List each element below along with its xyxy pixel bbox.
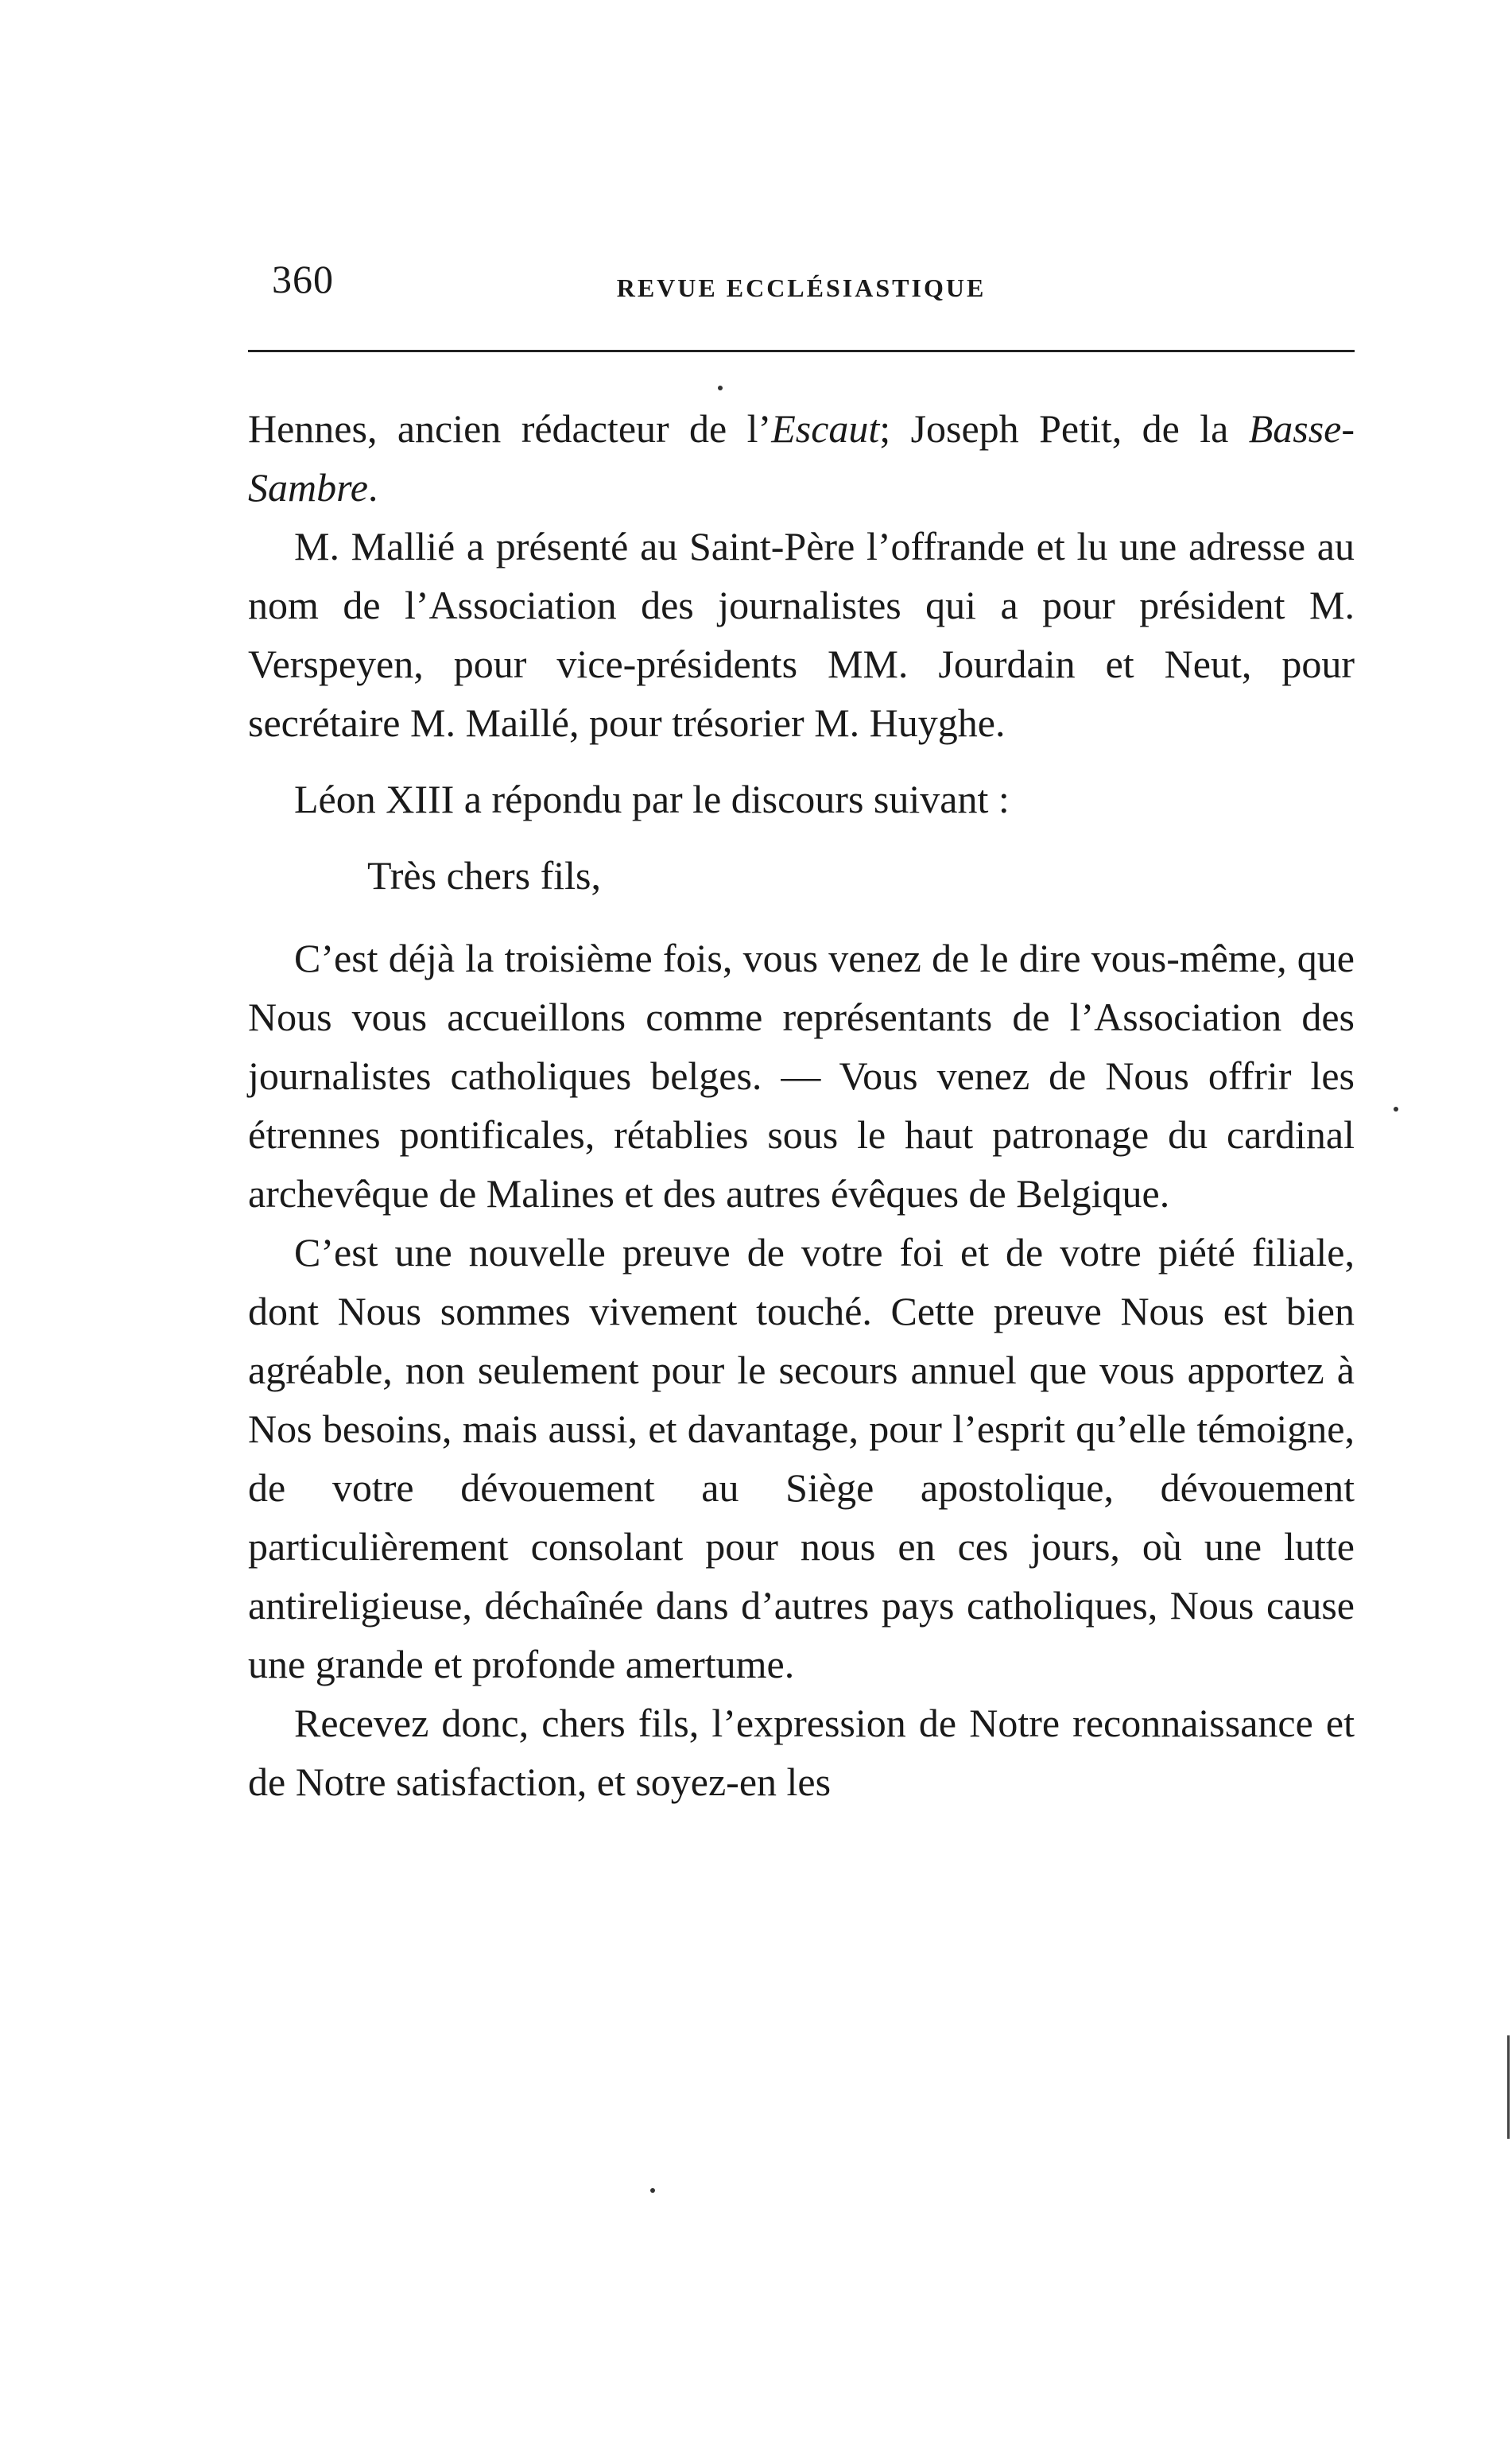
paragraph: M. Mallié a présenté au Saint-Père l’offrande et lu une adresse au nom de l’Association des journalistes qui a pour président M. Verspeyen, pour vice-présidents MM. Jourdain et Neut, pour secrétaire M. Maillé, pour trésorier M. Huyghe. [248,524,1355,745]
paragraph: C’est une nouvelle preuve de votre foi et de votre piété filiale, dont Nous sommes vivement touché. Cette preuve Nous est bien agréable, non seulement pour le secours annuel que vous apportez à Nos besoins, mais aussi, et davantage, pour l’esprit qu’elle témoigne, de votre dévouement au Siège apostolique, dévouement particulièrement consolant pour nous en ces jours, où une lutte antireligieuse, déchaînée dans d’autres pays catholiques, Nous cause une grande et profonde amertume. [248,1230,1355,1686]
running-title: REVUE ECCLÉSIASTIQUE [616,274,987,302]
page-number: 360 [272,257,334,301]
text-run: . [367,465,378,510]
print-speck [718,386,723,390]
newspaper-title: Escaut [771,406,880,451]
page-edge-mark [1507,2035,1510,2139]
paragraph-continuation [248,399,1355,517]
paragraph: Léon XIII a répondu par le discours suivant : [294,777,1010,821]
print-speck [1394,1107,1398,1112]
text-run: Hennes, ancien rédacteur de l’ [248,406,772,451]
page-header [248,256,1355,312]
salutation: Très chers fils, [367,853,601,898]
print-speck [650,2188,655,2193]
body-text [248,399,1355,1811]
paragraph: Recevez donc, chers fils, l’expression de Notre reconnaissance et de Notre satisfaction, et soyez-en les [248,1701,1355,1804]
newspaper-title: Basse-Sambre [248,406,1355,510]
text-run: ; Joseph Petit, de la [879,406,1249,451]
paragraph: C’est déjà la troisième fois, vous venez de le dire vous-même, que Nous vous accueillons comme représentants de l’Association des journalistes catholiques belges. — Vous venez de Nous offrir les étrennes pontificales, rétablies sous le haut patronage du cardinal archevêque de Malines et des autres évêques de Belgique. [248,936,1355,1216]
header-rule [248,350,1355,352]
